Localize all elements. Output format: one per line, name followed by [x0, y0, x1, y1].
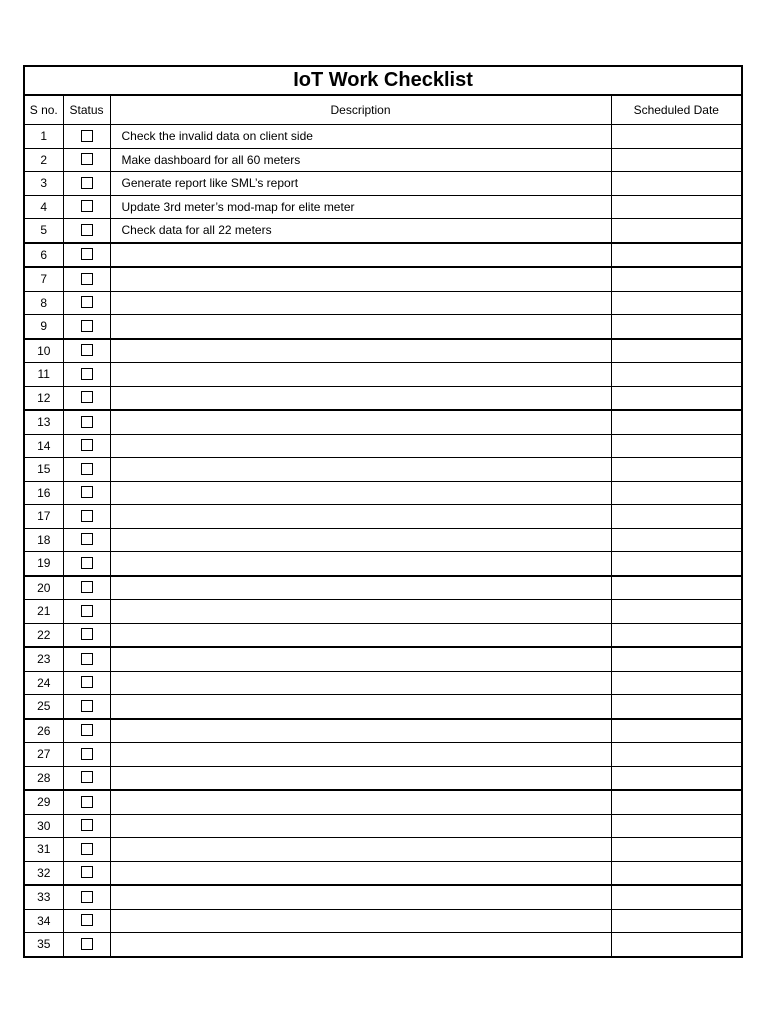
status-checkbox[interactable] [81, 533, 93, 545]
page-title: IoT Work Checklist [24, 66, 742, 95]
table-row [24, 552, 742, 576]
status-cell [63, 766, 110, 790]
scheduled-date-cell[interactable] [611, 695, 742, 719]
scheduled-date-cell[interactable] [611, 933, 742, 957]
title-row [24, 66, 742, 95]
status-checkbox[interactable] [81, 914, 93, 926]
table-row [24, 623, 742, 647]
row-number: 30 [24, 814, 63, 838]
row-number: 20 [24, 576, 63, 600]
scheduled-date-cell[interactable] [611, 623, 742, 647]
status-checkbox[interactable] [81, 200, 93, 212]
scheduled-date-cell[interactable] [611, 458, 742, 482]
table-row [24, 195, 742, 219]
header-sno: S no. [24, 95, 63, 125]
description-cell[interactable] [110, 410, 611, 434]
table-row [24, 576, 742, 600]
description-cell[interactable] [110, 576, 611, 600]
status-cell [63, 315, 110, 339]
scheduled-date-cell[interactable] [611, 647, 742, 671]
header-row [24, 95, 742, 125]
table-row [24, 838, 742, 862]
description-cell[interactable] [110, 719, 611, 743]
description-cell[interactable] [110, 671, 611, 695]
checklist-table [23, 65, 743, 958]
table-row [24, 172, 742, 196]
table-row [24, 339, 742, 363]
row-number: 27 [24, 743, 63, 767]
status-cell [63, 125, 110, 149]
status-checkbox[interactable] [81, 748, 93, 760]
status-cell [63, 219, 110, 243]
description-cell[interactable] [110, 315, 611, 339]
row-number: 22 [24, 623, 63, 647]
status-cell [63, 434, 110, 458]
scheduled-date-cell[interactable] [611, 909, 742, 933]
status-checkbox[interactable] [81, 628, 93, 640]
status-checkbox[interactable] [81, 724, 93, 736]
description-cell[interactable]: Check the invalid data on client side [110, 125, 611, 149]
row-number: 35 [24, 933, 63, 957]
status-checkbox[interactable] [81, 796, 93, 808]
status-checkbox[interactable] [81, 177, 93, 189]
row-number: 33 [24, 885, 63, 909]
row-number: 1 [24, 125, 63, 149]
table-row [24, 743, 742, 767]
status-cell [63, 505, 110, 529]
table-row [24, 814, 742, 838]
row-number: 15 [24, 458, 63, 482]
description-cell[interactable] [110, 481, 611, 505]
status-checkbox[interactable] [81, 486, 93, 498]
status-checkbox[interactable] [81, 296, 93, 308]
status-checkbox[interactable] [81, 700, 93, 712]
status-cell [63, 195, 110, 219]
table-row [24, 766, 742, 790]
scheduled-date-cell[interactable] [611, 719, 742, 743]
status-checkbox[interactable] [81, 557, 93, 569]
status-checkbox[interactable] [81, 368, 93, 380]
status-checkbox[interactable] [81, 819, 93, 831]
description-cell[interactable] [110, 790, 611, 814]
row-number: 18 [24, 528, 63, 552]
header-status: Status [63, 95, 110, 125]
row-number: 24 [24, 671, 63, 695]
status-cell [63, 243, 110, 268]
description-cell[interactable] [110, 885, 611, 909]
row-number: 19 [24, 552, 63, 576]
status-checkbox[interactable] [81, 605, 93, 617]
row-number: 21 [24, 600, 63, 624]
header-description: Description [110, 95, 611, 125]
status-checkbox[interactable] [81, 344, 93, 356]
scheduled-date-cell[interactable] [611, 339, 742, 363]
status-cell [63, 695, 110, 719]
status-checkbox[interactable] [81, 391, 93, 403]
description-cell[interactable] [110, 861, 611, 885]
description-cell[interactable] [110, 458, 611, 482]
row-number: 31 [24, 838, 63, 862]
table-row [24, 528, 742, 552]
table-row [24, 885, 742, 909]
scheduled-date-cell[interactable] [611, 743, 742, 767]
status-cell [63, 339, 110, 363]
description-cell[interactable] [110, 386, 611, 410]
scheduled-date-cell[interactable] [611, 814, 742, 838]
description-cell[interactable] [110, 434, 611, 458]
status-cell [63, 838, 110, 862]
description-cell[interactable] [110, 505, 611, 529]
description-cell[interactable] [110, 528, 611, 552]
status-checkbox[interactable] [81, 938, 93, 950]
description-cell[interactable] [110, 552, 611, 576]
row-number: 12 [24, 386, 63, 410]
description-cell[interactable] [110, 743, 611, 767]
scheduled-date-cell[interactable] [611, 861, 742, 885]
table-row [24, 600, 742, 624]
row-number: 28 [24, 766, 63, 790]
scheduled-date-cell[interactable] [611, 125, 742, 149]
scheduled-date-cell[interactable] [611, 291, 742, 315]
scheduled-date-cell[interactable] [611, 528, 742, 552]
status-cell [63, 600, 110, 624]
status-checkbox[interactable] [81, 510, 93, 522]
scheduled-date-cell[interactable] [611, 576, 742, 600]
status-checkbox[interactable] [81, 581, 93, 593]
table-row [24, 458, 742, 482]
status-checkbox[interactable] [81, 891, 93, 903]
status-cell [63, 671, 110, 695]
description-cell[interactable] [110, 909, 611, 933]
scheduled-date-cell[interactable] [611, 600, 742, 624]
description-cell[interactable]: Update 3rd meter’s mod-map for elite meter [110, 195, 611, 219]
row-number: 9 [24, 315, 63, 339]
header-scheduled-date: Scheduled Date [611, 95, 742, 125]
status-checkbox[interactable] [81, 463, 93, 475]
table-row [24, 267, 742, 291]
table-row [24, 434, 742, 458]
status-cell [63, 647, 110, 671]
status-checkbox[interactable] [81, 248, 93, 260]
status-checkbox[interactable] [81, 273, 93, 285]
status-cell [63, 861, 110, 885]
scheduled-date-cell[interactable] [611, 363, 742, 387]
status-cell [63, 291, 110, 315]
status-cell [63, 148, 110, 172]
scheduled-date-cell[interactable] [611, 315, 742, 339]
status-cell [63, 576, 110, 600]
status-cell [63, 172, 110, 196]
table-row [24, 790, 742, 814]
status-cell [63, 528, 110, 552]
table-row [24, 148, 742, 172]
status-cell [63, 790, 110, 814]
scheduled-date-cell[interactable] [611, 552, 742, 576]
table-row [24, 315, 742, 339]
table-row [24, 481, 742, 505]
row-number: 2 [24, 148, 63, 172]
status-cell [63, 933, 110, 957]
description-cell[interactable] [110, 623, 611, 647]
table-row [24, 933, 742, 957]
status-cell [63, 552, 110, 576]
scheduled-date-cell[interactable] [611, 410, 742, 434]
table-row [24, 505, 742, 529]
scheduled-date-cell[interactable] [611, 195, 742, 219]
status-cell [63, 719, 110, 743]
status-cell [63, 623, 110, 647]
description-cell[interactable] [110, 814, 611, 838]
status-cell [63, 363, 110, 387]
scheduled-date-cell[interactable] [611, 766, 742, 790]
description-cell[interactable]: Check data for all 22 meters [110, 219, 611, 243]
status-checkbox[interactable] [81, 866, 93, 878]
description-cell[interactable] [110, 766, 611, 790]
description-cell[interactable] [110, 291, 611, 315]
row-number: 7 [24, 267, 63, 291]
status-checkbox[interactable] [81, 843, 93, 855]
table-row [24, 861, 742, 885]
scheduled-date-cell[interactable] [611, 671, 742, 695]
status-cell [63, 909, 110, 933]
row-number: 32 [24, 861, 63, 885]
description-cell[interactable]: Generate report like SML’s report [110, 172, 611, 196]
scheduled-date-cell[interactable] [611, 790, 742, 814]
row-number: 3 [24, 172, 63, 196]
row-number: 23 [24, 647, 63, 671]
status-checkbox[interactable] [81, 130, 93, 142]
row-number: 5 [24, 219, 63, 243]
status-cell [63, 885, 110, 909]
description-cell[interactable] [110, 933, 611, 957]
row-number: 29 [24, 790, 63, 814]
status-cell [63, 410, 110, 434]
row-number: 34 [24, 909, 63, 933]
status-checkbox[interactable] [81, 439, 93, 451]
table-row [24, 410, 742, 434]
row-number: 10 [24, 339, 63, 363]
table-row [24, 695, 742, 719]
scheduled-date-cell[interactable] [611, 267, 742, 291]
description-cell[interactable] [110, 267, 611, 291]
description-cell[interactable] [110, 339, 611, 363]
scheduled-date-cell[interactable] [611, 481, 742, 505]
table-row [24, 291, 742, 315]
scheduled-date-cell[interactable] [611, 434, 742, 458]
row-number: 13 [24, 410, 63, 434]
row-number: 16 [24, 481, 63, 505]
row-number: 26 [24, 719, 63, 743]
row-number: 4 [24, 195, 63, 219]
table-row [24, 647, 742, 671]
row-number: 14 [24, 434, 63, 458]
description-cell[interactable] [110, 647, 611, 671]
row-number: 11 [24, 363, 63, 387]
scheduled-date-cell[interactable] [611, 386, 742, 410]
table-row [24, 125, 742, 149]
status-checkbox[interactable] [81, 653, 93, 665]
description-cell[interactable] [110, 695, 611, 719]
status-cell [63, 481, 110, 505]
table-row [24, 219, 742, 243]
description-cell[interactable] [110, 838, 611, 862]
description-cell[interactable] [110, 600, 611, 624]
status-checkbox[interactable] [81, 676, 93, 688]
status-cell [63, 743, 110, 767]
row-number: 17 [24, 505, 63, 529]
table-row [24, 719, 742, 743]
description-cell[interactable]: Make dashboard for all 60 meters [110, 148, 611, 172]
row-number: 25 [24, 695, 63, 719]
scheduled-date-cell[interactable] [611, 172, 742, 196]
status-cell [63, 386, 110, 410]
scheduled-date-cell[interactable] [611, 838, 742, 862]
status-checkbox[interactable] [81, 224, 93, 236]
description-cell[interactable] [110, 243, 611, 268]
status-checkbox[interactable] [81, 153, 93, 165]
scheduled-date-cell[interactable] [611, 505, 742, 529]
table-row [24, 671, 742, 695]
scheduled-date-cell[interactable] [611, 219, 742, 243]
row-number: 8 [24, 291, 63, 315]
status-cell [63, 267, 110, 291]
scheduled-date-cell[interactable] [611, 148, 742, 172]
table-row [24, 909, 742, 933]
status-checkbox[interactable] [81, 771, 93, 783]
checklist-rows [24, 125, 742, 957]
row-number: 6 [24, 243, 63, 268]
status-checkbox[interactable] [81, 320, 93, 332]
scheduled-date-cell[interactable] [611, 243, 742, 268]
status-cell [63, 458, 110, 482]
description-cell[interactable] [110, 363, 611, 387]
scheduled-date-cell[interactable] [611, 885, 742, 909]
table-row [24, 363, 742, 387]
status-checkbox[interactable] [81, 416, 93, 428]
table-row [24, 243, 742, 268]
status-cell [63, 814, 110, 838]
table-row [24, 386, 742, 410]
